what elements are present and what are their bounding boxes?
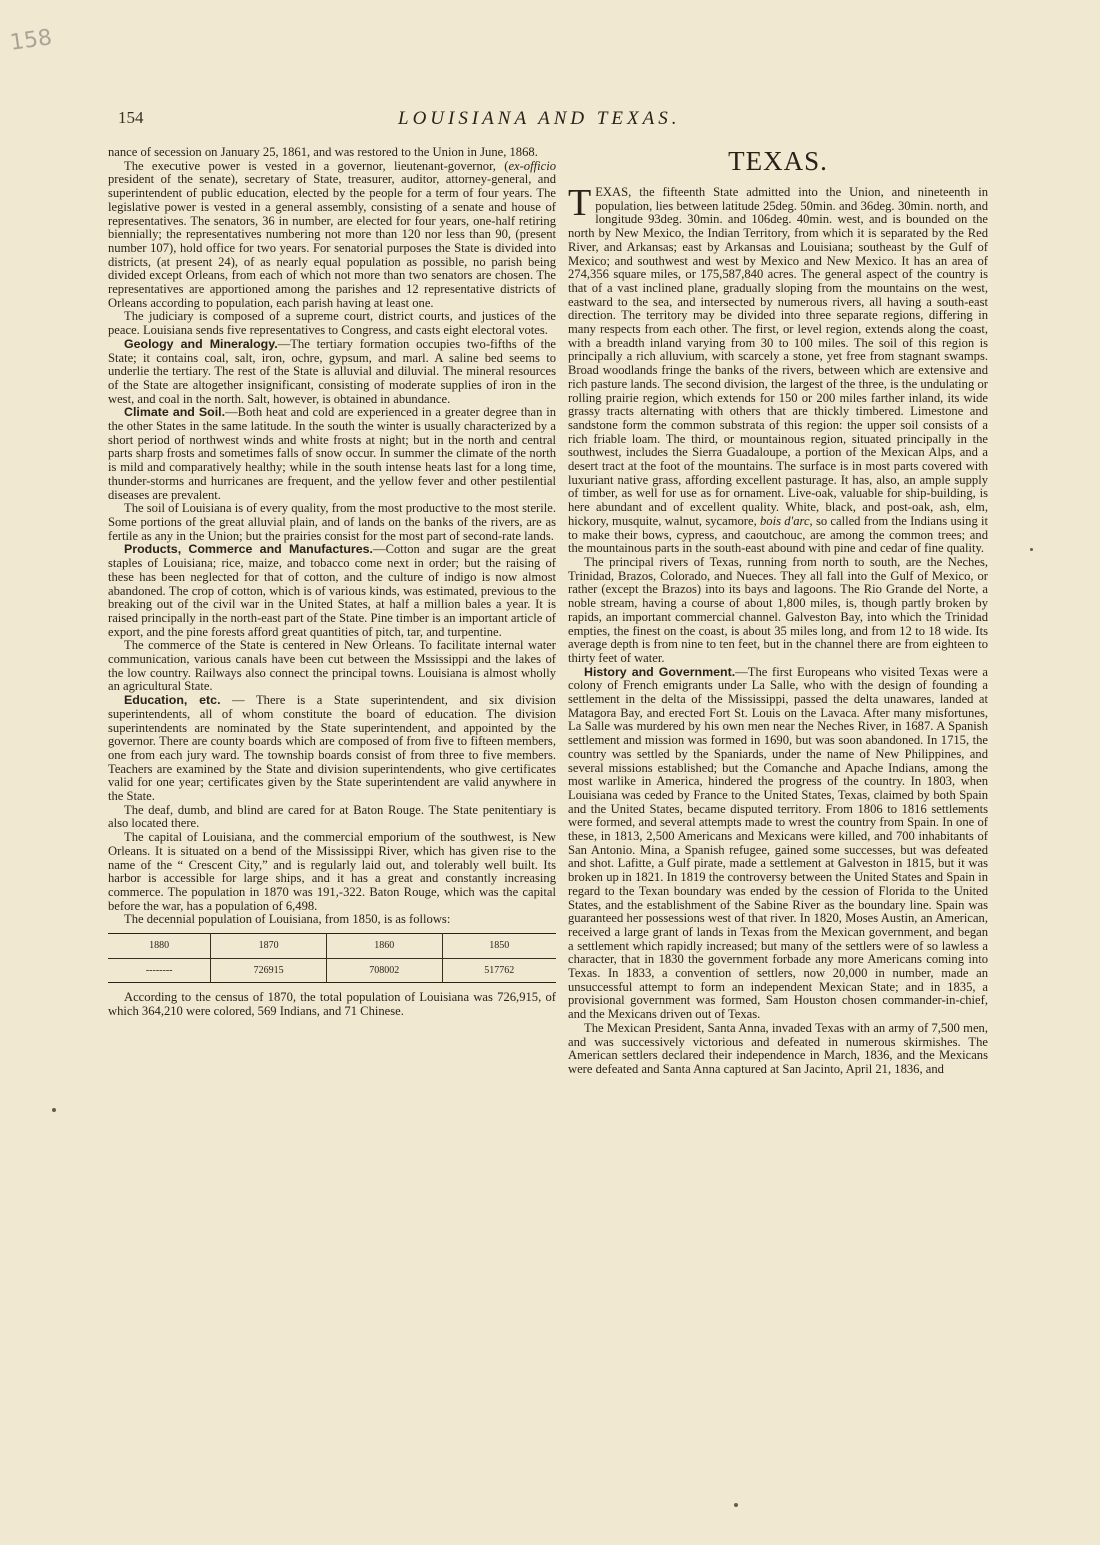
paragraph-history: History and Government.—The first Europeans who visited Texas were a colony of French emigrants under La Salle, who with the design of founding a settlement in the delta of the Mississippi, passed the delta unawares, landed at Matagora Bay, and erected Fort St. Louis on the Lavaca. After many misfortunes, La Salle was murdered by his own men near the Neches River, in 1687. A Spanish settlement and mission was formed in 1690, but was soon abandoned. In 1715, the country was settled by the Spaniards, under the name of New Philippines, and several missions established; but the Comanche and Apache Indians, among the most warlike in America, hindered the progress of the country. In 1803, when Louisiana was ceded by France to the United States, Texas, claimed by both Spain and the United States, became disputed territory. From 1806 to 1816 settlements were formed, and several attempts made to wrest the country from Spain. In one of these, in 1813, 2,500 Americans and Mexicans were killed, and 700 inhabitants of San Antonio. Mina, a Spanish refugee, gained some successes, but was defeated and shot. Lafitte, a Gulf pirate, made a settlement at Galveston in 1815, but it was broken up in 1821. In 1819 the controversy between the United States and Spain in regard to the Texan boundary was ended by the cession of Florida to the United States, and the establishment of the Sabine River as the boundary line. Spain was guaranteed her possessions west of that river. In 1820, Moses Austin, an American, received a large grant of lands in Texas from the Mexican government, and began a settlement which rapidly increased; but many of the settlers were of so lawless a character, that in 1830 the government forbade any more Americans coming into Texas. In 1833, a convention of settlers, now 20,000 in number, made an unsuccessful attempt to form an independent Mexican State; and in 1835, a provisional government was formed, Sam Houston chosen commander-in-chief, and the Mexicans driven out of Texas. (568, 664, 989, 1022)
pencil-margin-note: 158 (8, 25, 54, 56)
paragraph-texas-intro: TEXAS, the fifteenth State admitted into the Union, and nineteenth in population, lies between latitude 25deg. 50min. and 36deg. 30min. north, and longitude 93deg. 30min. and 106deg. 40min. west, and is bounded on the north by New Mexico, the Indian Territory, from which it is separated by the Red River, and Arkansas; east by Arkansas and Louisiana; southeast by the Gulf of Mexico; and southwest and west by Mexico and New Mexico. It has an area of 274,356 square miles, or 175,587,840 acres. The general aspect of the country is that of a vast inclined plane, gradually sloping from the mountains on the west, eastward to the sea, and intersected by numerous rivers, all having a south-east direction. The territory may be divided into three separate regions, differing in many respects from each other. The first, or level region, extends along the coast, with a breadth inland varying from 30 to 100 miles. The soil of this region is principally a rich alluvium, with scarcely a stone, yet free from stagnant swamps. Broad woodlands fringe the banks of the rivers, between which are extensive and rich pasture lands. The second division, the largest of the three, is the undulating or rolling prairie region, which extends for 150 or 200 miles farther inland, its wide grassy tracts alternating with others that are thickly timbered. Limestone and sandstone form the common substrata of this region: the upper soil consists of a rich friable loam. The third, or mountainous region, situated principally in the southwest, includes the Sierra Guadaloupe, a portion of the Mexican Alps, and a desert tract at the foot of the mountains. The surface is in most parts covered with luxuriant native grass, affording excellent pasturage. It has, also, an ample supply of timber, as well for use as for ornament. Live-oak, valuable for ship-building, is here abundant and of excellent quality. White, black, and post-oak, ash, elm, hickory, musquite, walnut, sycamore, bois d'arc, so called from the Indians using it to make their bows, cypress, and caoutchouc, are among the common trees; and the mountainous parts in the south-east abound with pine and cedar of fine quality. (568, 182, 988, 556)
paragraph-climate: Climate and Soil.—Both heat and cold are experienced in a greater degree than in the other States in the same latitude. In the south the winter is usually characterized by a short period of northwest winds and white frosts at night; but in the north and central parts sharp frosts and sometimes falls of snow occur. In summer the climate of the north is mild and comparatively healthy; while in the south intense heats last for a long time, thunder-storms and hurricanes are frequent, and the yellow fever and other pestilential diseases are prevalent. (108, 405, 556, 502)
paragraph-judiciary: The judiciary is composed of a supreme court, district courts, and justices of the peace. Louisiana sends five representatives to Congress, and casts eight electoral votes. (108, 309, 556, 338)
table-cell: 517762 (484, 964, 515, 976)
paragraph-geology: Geology and Mineralogy.—The tertiary formation occupies two-fifths of the State; it contains coal, salt, iron, ochre, gypsum, and marl. A saline bed seems to underlie the tertiary. The rest of the State is alluvial and diluvial. The mineral resources of the State are altogether insignificant, consisting of moderate supplies of iron in the west, and coal in the north. Salt, however, is obtained in abundance. (108, 336, 556, 406)
drop-cap: T (568, 182, 592, 224)
table-cell: -------- (108, 958, 211, 983)
table-header-cell: 1850 (442, 934, 556, 959)
table-cell: 726915 (211, 958, 327, 983)
table-row (108, 958, 556, 983)
section-heading: Products, Commerce and Manufactures. (124, 542, 373, 557)
section-heading: History and Government. (584, 664, 736, 679)
paragraph-products: Products, Commerce and Manufactures.—Cotton and sugar are the great staples of Louisiana; rice, maize, and tobacco come next in order; but the raising of these has been neglected for that of cotton, and the culture of indigo is now almost abandoned. The crop of cotton, which is of various kinds, was estimated, previous to the breaking out of the civil war in the United States, at half a million bales a year. It is raised principally in the north-east part of the State. Pine timber is an important article of export, and the pine forests afford great quantities of pitch, tar, and turpentine. (108, 542, 557, 639)
paper-speck (734, 1503, 738, 1507)
left-column (108, 146, 556, 1019)
section-heading: Climate and Soil. (124, 405, 226, 420)
table-header-cell: 1860 (326, 934, 442, 959)
paragraph-census: According to the census of 1870, the total population of Louisiana was 726,915, of which 364,210 were colored, 569 Indians, and 71 Chinese. (108, 990, 556, 1019)
table-cell: 708002 (326, 958, 442, 983)
right-column (568, 146, 988, 1077)
population-table (108, 933, 556, 983)
table-header-cell: 1870 (211, 934, 327, 959)
paragraph-commerce: The commerce of the State is centered in New Orleans. To facilitate internal water communication, various canals have been cut between the Mssissippi and the lakes of the low country. Railways also connect the principal towns. Louisiana is almost wholly an agricultural State. (108, 638, 556, 694)
table-header-cell: 1880 (108, 934, 211, 959)
section-heading: Education, etc. (124, 693, 221, 708)
paper-speck (52, 1108, 56, 1112)
italic-term: bois d'arc (759, 513, 810, 528)
section-heading: Geology and Mineralogy. (124, 336, 278, 351)
page-number: 154 (118, 108, 144, 127)
paragraph-santa-anna: The Mexican President, Santa Anna, invaded Texas with an army of 7,500 men, and was successively victorious and defeated in numerous skirmishes. The American settlers declared their independence in March, 1836, and the Mexicans were defeated and Santa Anna captured at San Jacinto, April 21, 1836, and (568, 1020, 988, 1076)
running-head: LOUISIANA AND TEXAS. (398, 108, 681, 129)
paper-speck (1030, 548, 1033, 551)
paragraph-decennial: The decennial population of Louisiana, from 1850, is as follows: (124, 912, 451, 927)
paragraph-education: Education, etc. — There is a State superintendent, and six division superintendents, all of whom constitute the board of education. The division superintendents are nominated by the State superintendent, and appointed by the governor. There are county boards which are composed of from five to fifteen members, one from each jury ward. The township boards consist of from three to five members. Teachers are examined by the State and division superintendents, who give certificates valid for one year; certificates given by the State superintendent are valid anywhere in the State. (108, 693, 556, 804)
paragraph-executive: The executive power is vested in a governor, lieutenant-governor, (ex-officio president of the senate), secretary of State, treasurer, auditor, attorney-general, and superintendent of public education, elected by the people for a term of four years. The legislative power is vested in a general assembly, consisting of a senate and house of representatives. The senators, 36 in number, are elected for four years, one-half retiring biennially; the representatives numbering not more than 120 nor less than 90, (present number 107), hold office for two years. For senatorial purposes the State is divided into districts, (at present 24), of as nearly equal population as possible, no parish being divided except Orleans, from each of which not more than two senators are chosen. The representatives are apportioned among the parishes and 12 representative districts of Orleans according to population, each parish having at least one. (108, 158, 556, 310)
paragraph: nance of secession on January 25, 1861, and was restored to the Union in June, 1868. (108, 145, 538, 159)
paragraph-capital: The capital of Louisiana, and the commercial emporium of the southwest, is New Orleans. It is situated on a bend of the Mississippi River, which has given rise to the name of the “ Crescent City,” and is regularly laid out, and tolerably well built. Its harbor is accessible for large ships, and it has a great and constantly increasing commerce. The population in 1870 was 191,-322. Baton Rouge, which was the capital before the war, has a population of 6,498. (108, 830, 556, 913)
paragraph-deaf: The deaf, dumb, and blind are cared for at Baton Rouge. The State penitentiary is also located there. (108, 802, 556, 831)
table-header-row (108, 934, 556, 959)
paragraph-rivers: The principal rivers of Texas, running from north to south, are the Neches, Trinidad, Brazos, Colorado, and Nueces. They all fall into the Gulf of Mexico, or rather (except the Brazos) into its bays and lagoons. The Rio Grande del Norte, a noble stream, having a course of about 1,800 miles, is, though partly broken by rapids, an important commercial channel. Galveston Bay, into which the Trinidad empties, the finest on the coast, is about 35 miles long, and from 12 to 18 wide. Its average depth is from nine to ten feet, but in the channel there are from eighteen to thirty feet of water. (568, 554, 988, 665)
italic-term: ex-officio (508, 158, 556, 173)
section-title-texas: TEXAS. (728, 146, 828, 176)
paragraph-soil: The soil of Louisiana is of every quality, from the most productive to the most sterile. Some portions of the great alluvial plain, and of lands on the banks of the rivers, are as fertile as any in the Union; but the prairies consist for the most part of second-rate lands. (108, 501, 556, 543)
